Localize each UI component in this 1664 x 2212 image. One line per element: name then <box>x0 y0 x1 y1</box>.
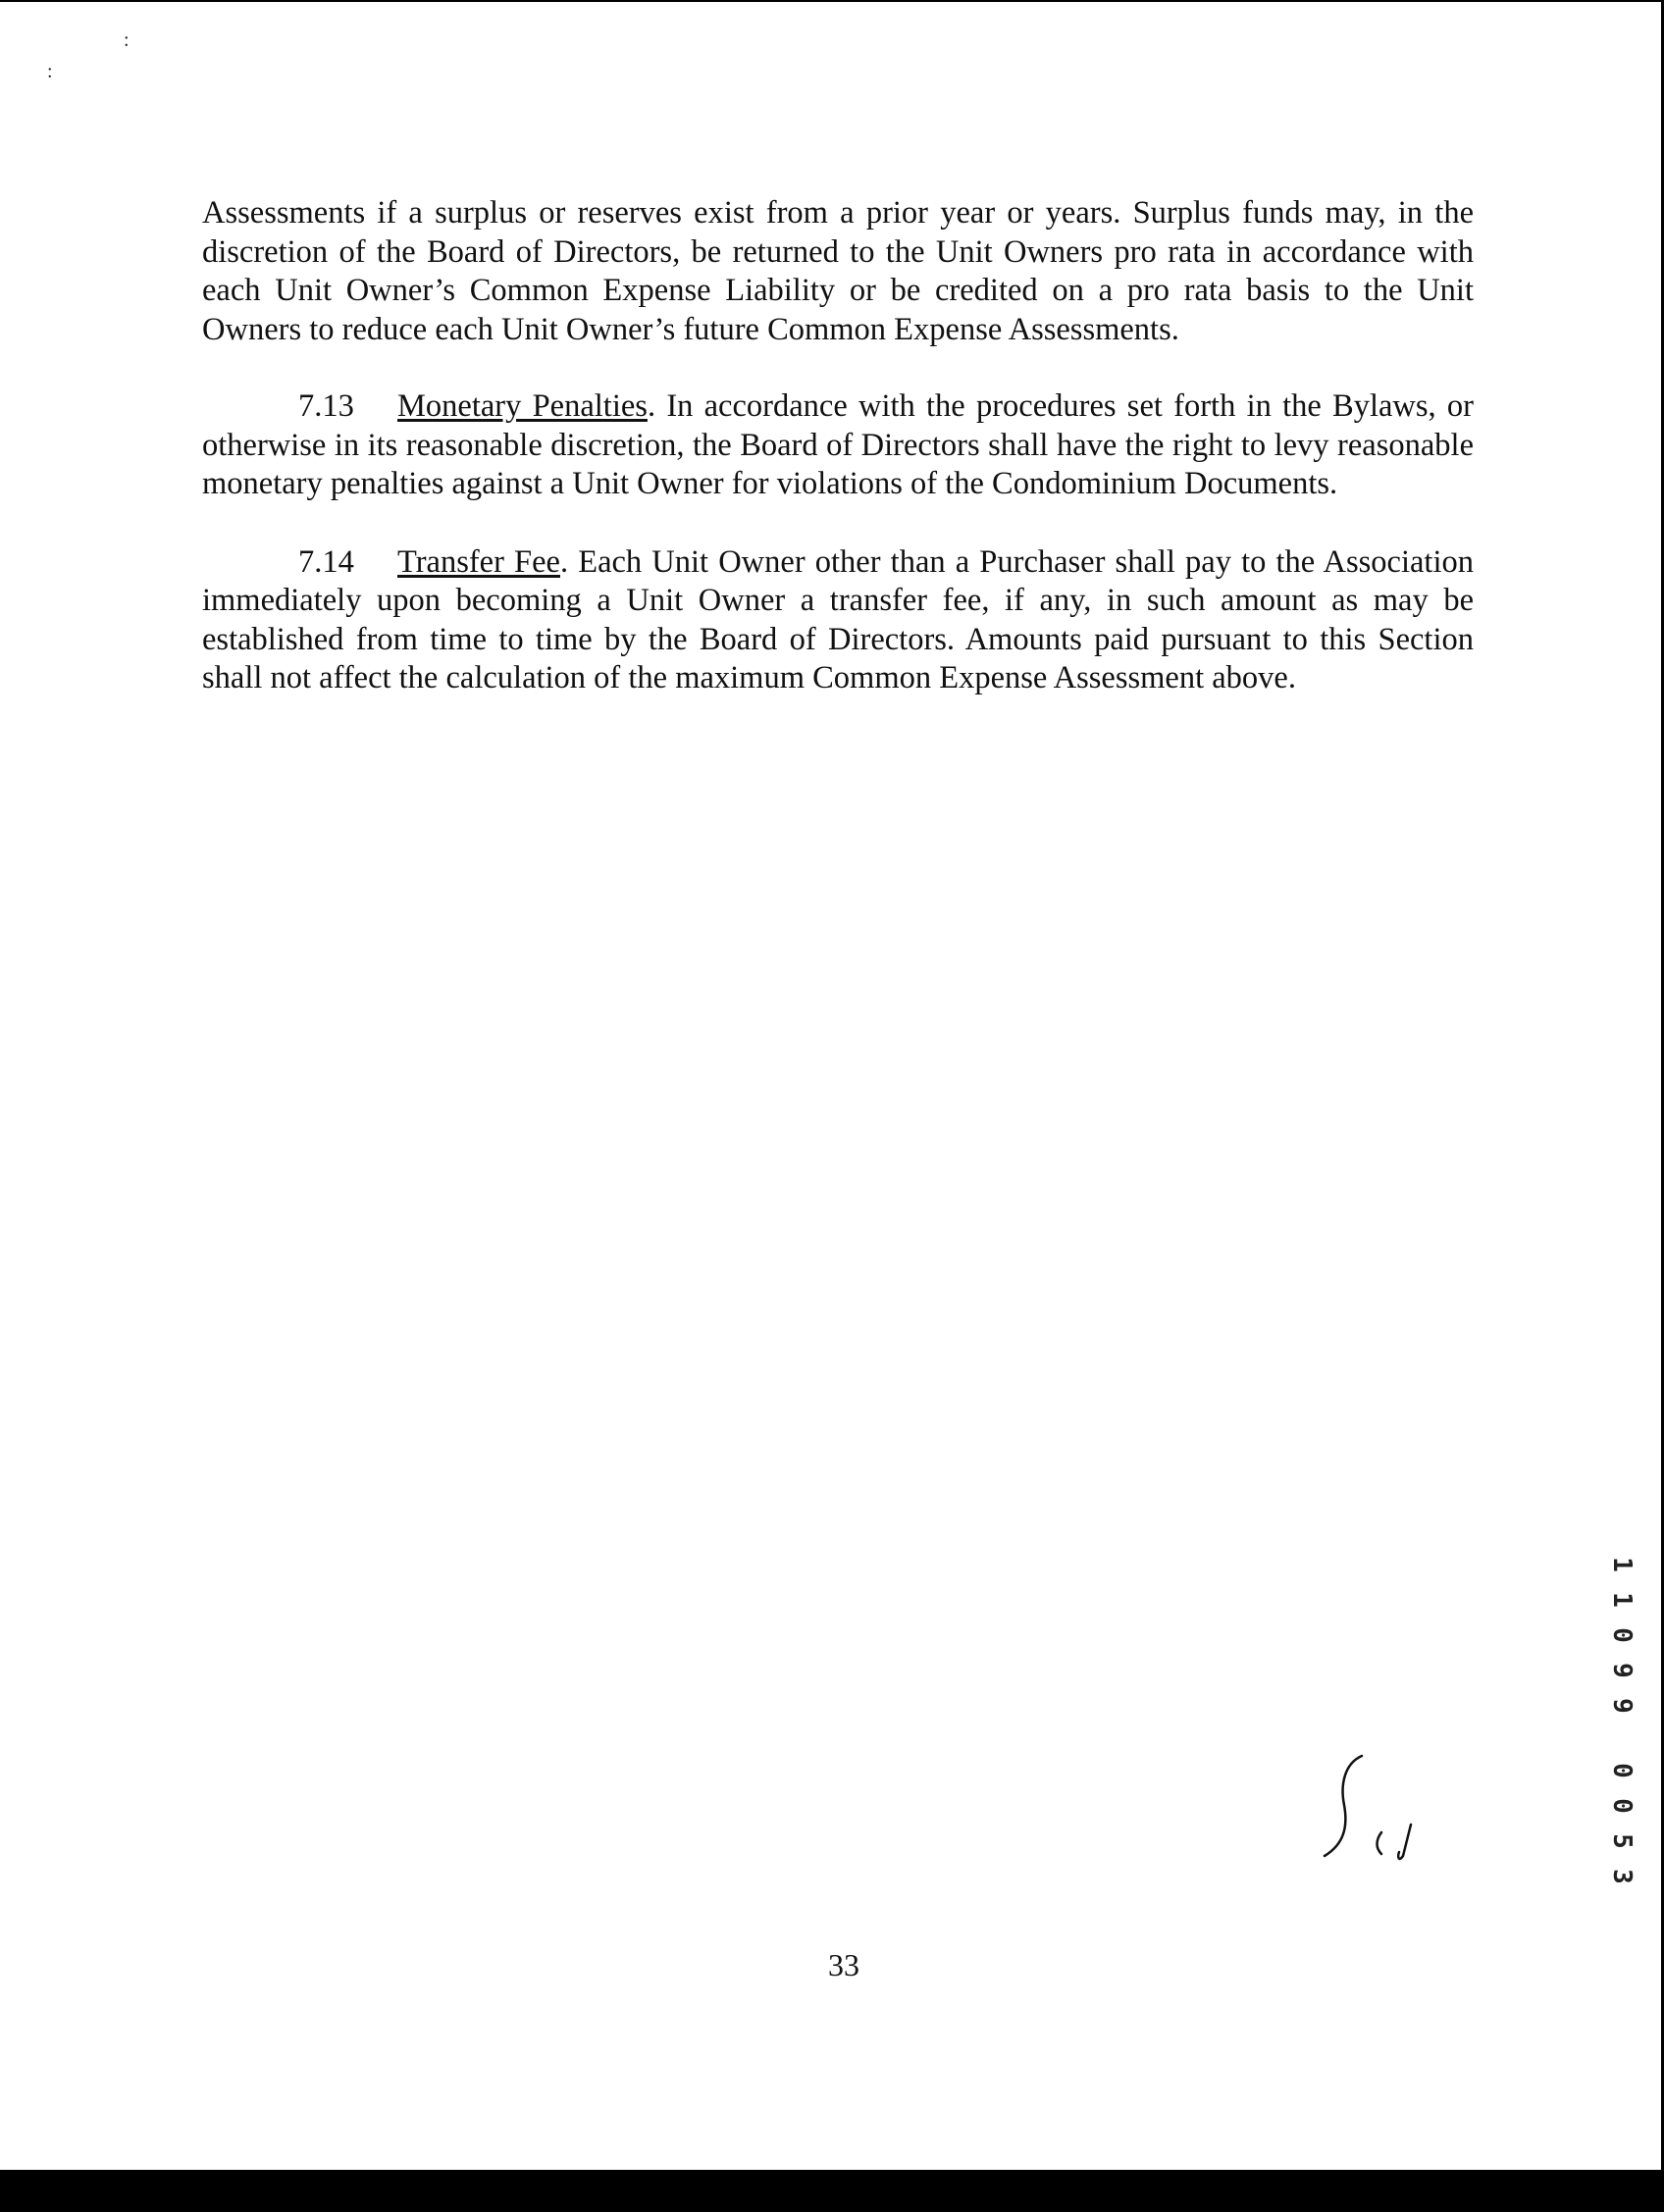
scan-top-edge <box>0 0 1664 2</box>
paragraph-text: Assessments if a surplus or reserves exist from a prior year or years. Surplus funds may, in the discretion of the Board of Directors, be returned to the Unit Owners pro rata in accordance with each Unit Owner’s Common Expense Liability or be credited on a pro rata basis to the Unit Owners to reduce each Unit Owner’s future Common Expense Assessments. <box>202 195 1474 347</box>
document-body <box>202 194 1474 738</box>
scan-mark: : <box>47 61 53 82</box>
scan-bottom-edge <box>0 2170 1664 2212</box>
section-text: In accordance with the procedures set forth in the Bylaws, or otherwise in its reasonable discretion, the Board of Directors shall have the right to levy reasonable monetary penalties against a Unit Owner for violations of the Condominium Documents. <box>202 388 1474 501</box>
section-number: 7.14 <box>298 543 354 580</box>
bates-digit: 1 <box>1607 1557 1637 1572</box>
section-7-13: 7.13 Monetary Penalties. In accordance with the procedures set forth in the Bylaws, or otherwise in its reasonable discretion, the Board of Directors shall have the right to levy reasonable monetary penalties against a Unit Owner for violations of the Condominium Documents. <box>202 388 1474 501</box>
scan-mark: : <box>124 29 130 51</box>
section-number: 7.13 <box>298 388 354 424</box>
page-number: 33 <box>828 1947 859 1982</box>
bates-digit: 9 <box>1607 1663 1637 1678</box>
bates-digit: 0 <box>1607 1627 1637 1643</box>
section-heading: Transfer Fee <box>397 543 560 580</box>
section-heading: Monetary Penalties <box>397 388 648 424</box>
section-text: Each Unit Owner other than a Purchaser shall pay to the Association immediately upon becoming a Unit Owner a transfer fee, if any, in such amount as may be established from time to time by the Board of Directors. Amounts paid pursuant to this Section shall not affect the calculation of the maximum Common Expense Assessment above. <box>202 543 1474 695</box>
handwritten-initials <box>1305 1746 1432 1874</box>
bates-digit: 1 <box>1607 1592 1637 1608</box>
section-7-14: 7.14 Transfer Fee. Each Unit Owner other than a Purchaser shall pay to the Association immediately upon becoming a Unit Owner a transfer fee, if any, in such amount as may be established from time to time by the Board of Directors. Amounts paid pursuant to this Section shall not affect the calculation of the maximum Common Expense Assessment above. <box>202 543 1474 695</box>
paragraph-continuation <box>202 194 1474 349</box>
bates-digit: 5 <box>1607 1833 1637 1849</box>
bates-digit: 9 <box>1607 1698 1637 1714</box>
bates-digit: 0 <box>1607 1763 1637 1778</box>
bates-digit: 0 <box>1607 1798 1637 1814</box>
bates-digit: 3 <box>1607 1869 1637 1884</box>
bates-stamp <box>1602 1550 1641 1883</box>
